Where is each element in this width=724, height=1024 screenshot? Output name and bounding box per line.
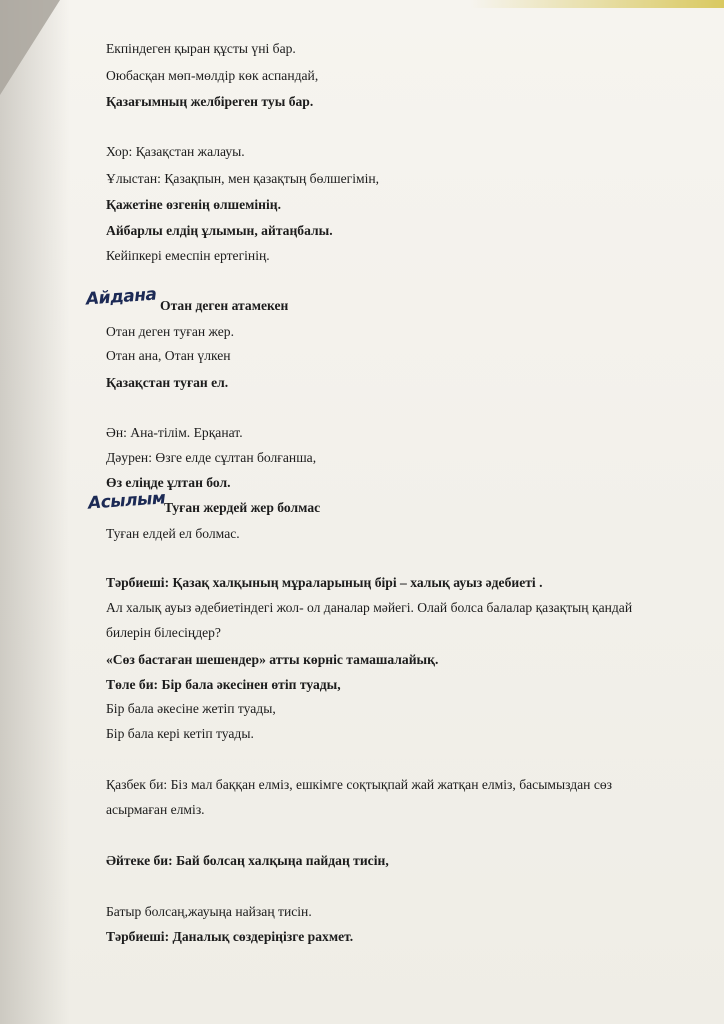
text-line: Бір бала әкесіне жетіп туады, [106, 701, 276, 716]
text-line: Батыр болсаң,жауыңа найзаң тисін. [106, 904, 312, 919]
text-line: Отан деген атамекен [160, 298, 289, 313]
folded-corner [0, 0, 60, 95]
text-line: Дәурен: Өзге елде сұлтан болғанша, [106, 450, 317, 465]
text-line: Отан деген туған жер. [106, 324, 234, 339]
text-line: Ұлыстан: Қазақпын, мен қазақтың бөлшегімін, [106, 171, 380, 186]
text-line: Айбарлы елдің ұлымын, айтаңбалы. [106, 223, 333, 238]
text-line: Бір бала кері кетіп туады. [106, 726, 254, 741]
page-shadow [0, 0, 70, 1024]
text-line: Қазағымның желбіреген туы бар. [106, 94, 314, 109]
handwritten-name: Асылым [87, 488, 166, 514]
text-line: Екпіндеген қыран құсты үні бар. [106, 41, 296, 56]
text-line: билерін білесіңдер? [106, 625, 221, 640]
text-line: Қажетіне өзгенің өлшемінің. [106, 197, 282, 212]
text-line: Хор: Қазақстан жалауы. [106, 144, 245, 159]
text-line: Туған елдей ел болмас. [106, 526, 240, 541]
handwritten-name: Айдана [85, 284, 158, 310]
text-line: Әйтеке би: Бай болсаң халқыңа пайдаң тисін, [106, 853, 389, 868]
text-line: Тәрбиеші: Қазақ халқының мұраларының бірі – халық ауыз әдебиеті . [106, 575, 543, 590]
text-line: асырмаған елміз. [106, 802, 205, 817]
paper-edge [470, 0, 724, 8]
text-line: Қазбек би: Біз мал баққан елміз, ешкімге соқтықпай жай жатқан елміз, басымыздан сөз [106, 777, 613, 792]
text-line: Қазақстан туған ел. [106, 375, 229, 390]
text-line: Өз еліңде ұлтан бол. [106, 475, 231, 490]
text-line: «Сөз бастаған шешендер» атты көрніс тамашалайық. [106, 652, 439, 667]
text-line: Отан ана, Отан үлкен [106, 348, 231, 363]
text-line: Туған жердей жер болмас [164, 500, 321, 515]
text-line: Оюбасқан мөп-мөлдір көк аспандай, [106, 68, 319, 83]
text-line: Ал халық ауыз әдебиетіндегі жол- ол даналар мәйегі. Олай болса балалар қазақтың қандай [106, 600, 633, 615]
text-line: Кейіпкері емеспін ертегінің. [106, 248, 270, 263]
text-line: Төле би: Бір бала әкесінен өтіп туады, [106, 677, 341, 692]
text-line: Ән: Ана-тілім. Ерқанат. [106, 425, 243, 440]
text-line: Тәрбиеші: Даналық сөздеріңізге рахмет. [106, 929, 354, 944]
